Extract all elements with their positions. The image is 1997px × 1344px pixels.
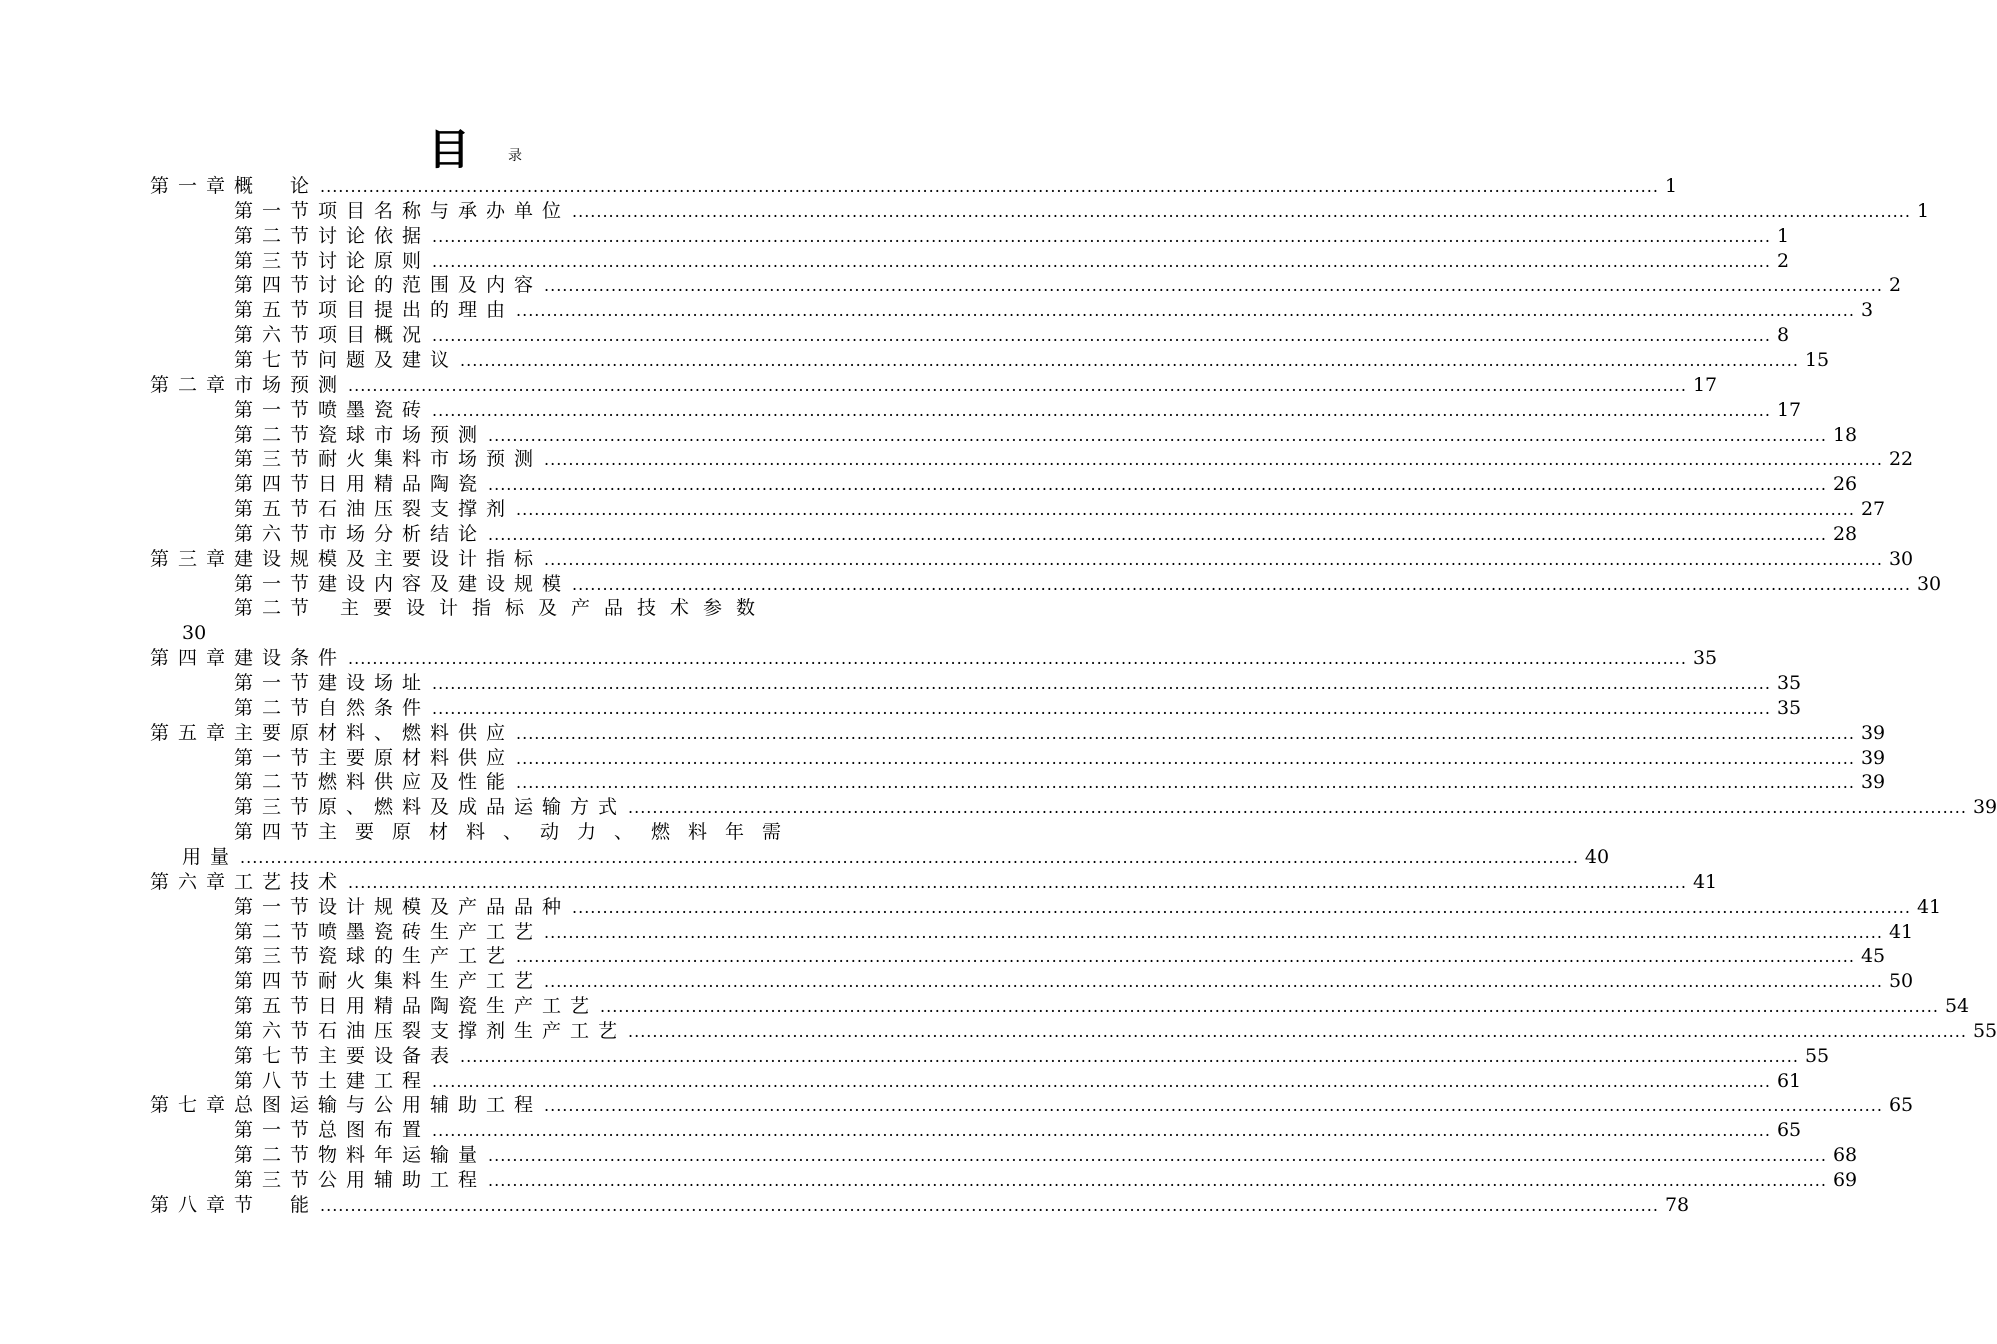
entry-number: 第三节 [234, 796, 319, 819]
toc-section-entry [234, 472, 1858, 497]
leader-dots: ............................................................................................................................................................................................................................ [460, 350, 1799, 370]
entry-number: 第六章 [150, 870, 235, 893]
leader-dots: ............................................................................................................................................................................................................................ [488, 524, 1827, 544]
entry-number: 第二节 [234, 597, 319, 620]
entry-title: 建设条件 [234, 647, 347, 670]
entry-page-number: 2 [1776, 249, 1790, 272]
entry-number: 第三节 [234, 945, 319, 968]
toc-section-entry [234, 273, 1902, 298]
leader-dots: ............................................................................................................................................................................................................................ [516, 947, 1855, 967]
entry-title: 项目概况 [318, 324, 431, 347]
toc-section-entry [234, 497, 1886, 522]
entry-page-number: 26 [1832, 473, 1858, 496]
entry-title: 讨论原则 [318, 249, 431, 272]
entry-number: 第一节 [234, 398, 319, 421]
toc-section-entry [234, 572, 1942, 597]
leader-dots: ............................................................................................................................................................................................................................ [544, 1096, 1883, 1116]
toc-section-entry [234, 348, 1830, 373]
entry-number: 第六节 [234, 522, 319, 545]
entry-page-number: 30 [1888, 547, 1914, 570]
entry-page-number: 61 [1776, 1069, 1802, 1092]
leader-dots: ............................................................................................................................................................................................................................ [320, 1195, 1659, 1215]
entry-title: 公用辅助工程 [318, 1169, 487, 1191]
leader-dots: ............................................................................................................................................................................................................................ [572, 574, 1911, 594]
entry-page-number: 17 [1776, 398, 1802, 421]
entry-title: 主要原材料、燃料供应 [234, 721, 515, 744]
leader-dots: ............................................................................................................................................................................................................................ [460, 1046, 1799, 1066]
entry-number: 第四章 [150, 647, 235, 670]
entry-page-number: 35 [1692, 647, 1718, 670]
leader-dots: ............................................................................................................................................................................................................................ [628, 798, 1967, 818]
entry-number: 第一节 [234, 672, 319, 694]
entry-title: 问题及建议 [318, 348, 459, 371]
entry-title: 主要原材料、动力、燃料年需 [318, 821, 800, 844]
leader-dots: ............................................................................................................................................................................................................................ [516, 773, 1855, 793]
leader-dots: ............................................................................................................................................................................................................................ [488, 475, 1827, 495]
entry-page-number: 3 [1860, 299, 1874, 322]
entry-title: 项目提出的理由 [318, 299, 515, 322]
entry-number: 第三节 [234, 249, 319, 272]
toc-section-entry [234, 1168, 1858, 1193]
entry-number: 第七章 [150, 1094, 235, 1117]
toc-section-entry [234, 1143, 1858, 1168]
entry-number: 第二节 [234, 423, 319, 446]
leader-dots: ............................................................................................................................................................................................................................ [348, 872, 1687, 892]
leader-dots: ............................................................................................................................................................................................................................ [600, 997, 1939, 1017]
toc-section-entry [234, 199, 1930, 224]
toc-title-main: 目 [428, 125, 471, 174]
toc-chapter-entry [150, 373, 1718, 398]
entry-page-number: 65 [1888, 1094, 1914, 1117]
entry-number: 第三章 [150, 547, 235, 570]
toc-section-entry [234, 994, 1970, 1019]
entry-number: 第一章 [150, 175, 235, 197]
toc-section-entry [234, 522, 1858, 547]
toc-title [0, 122, 950, 178]
leader-dots: ............................................................................................................................................................................................................................ [544, 450, 1883, 470]
leader-dots: ............................................................................................................................................................................................................................ [516, 748, 1855, 768]
leader-dots: ............................................................................................................................................................................................................................ [432, 698, 1771, 718]
leader-dots: ............................................................................................................................................................................................................................ [516, 301, 1855, 321]
entry-number: 第三节 [234, 1169, 319, 1191]
entry-page-number: 69 [1832, 1169, 1858, 1191]
toc-section-entry [234, 969, 1914, 994]
entry-title: 耐火集料市场预测 [318, 448, 543, 471]
entry-page-number: 2 [1888, 274, 1902, 297]
entry-title: 瓷球市场预测 [318, 423, 487, 446]
entry-title: 讨论的范围及内容 [318, 274, 543, 297]
toc-chapter-entry [150, 1093, 1914, 1118]
leader-dots: ............................................................................................................................................................................................................................ [544, 972, 1883, 992]
entry-page-number: 41 [1888, 920, 1914, 943]
entry-page-number: 68 [1832, 1144, 1858, 1167]
entry-number: 第五节 [234, 995, 319, 1018]
toc-section-entry [234, 1069, 1802, 1094]
entry-number: 第四节 [234, 473, 319, 496]
entry-page-number: 8 [1776, 324, 1790, 347]
leader-dots: ............................................................................................................................................................................................................................ [432, 1071, 1771, 1091]
entry-title: 主要原材料供应 [318, 746, 515, 769]
leader-dots: ............................................................................................................................................................................................................................ [348, 375, 1687, 395]
entry-page-number: 65 [1776, 1119, 1802, 1142]
leader-dots: ............................................................................................................................................................................................................................ [544, 549, 1883, 569]
entry-title: 概 论 [234, 175, 319, 197]
entry-page-number: 55 [1804, 1044, 1830, 1067]
leader-dots: ............................................................................................................................................................................................................................ [516, 500, 1855, 520]
toc-chapter-entry [150, 174, 1678, 199]
entry-title: 市场预测 [234, 373, 347, 396]
entry-number: 第七节 [234, 348, 319, 371]
leader-dots: ............................................................................................................................................................................................................................ [348, 649, 1687, 669]
entry-title: 石油压裂支撑剂 [318, 498, 515, 521]
toc-section-entry [234, 746, 1886, 771]
entry-title: 项目名称与承办单位 [318, 199, 571, 222]
toc-section-entry [234, 298, 1874, 323]
entry-number: 第三节 [234, 448, 319, 471]
entry-page-number: 17 [1692, 373, 1718, 396]
leader-dots: ............................................................................................................................................................................................................................ [432, 674, 1771, 693]
leader-dots: ............................................................................................................................................................................................................................ [572, 201, 1911, 221]
entry-number: 第八章 [150, 1193, 235, 1216]
toc-section-entry [234, 596, 792, 621]
entry-title: 耐火集料生产工艺 [318, 970, 543, 993]
toc-section-entry [234, 1118, 1802, 1143]
entry-title: 主要设计指标及产品技术参数 [340, 597, 770, 620]
entry-page-number: 1 [1776, 224, 1790, 247]
entry-page-number: 1 [1916, 199, 1930, 222]
entry-page-number: 41 [1692, 870, 1718, 893]
entry-number: 第七节 [234, 1044, 319, 1067]
entry-title: 原、燃料及成品运输方式 [318, 796, 627, 819]
leader-dots: ............................................................................................................................................................................................................................ [432, 400, 1771, 420]
toc-section-entry-continued [182, 845, 1610, 870]
entry-title: 日用精品陶瓷 [318, 473, 487, 496]
entry-number: 第二节 [234, 1144, 319, 1167]
entry-number: 第四节 [234, 821, 319, 844]
toc-section-entry [234, 224, 1790, 249]
toc-section-entry [234, 795, 1997, 820]
leader-dots: ............................................................................................................................................................................................................................ [516, 723, 1855, 743]
toc-section-entry [234, 820, 800, 845]
entry-number: 第五节 [234, 498, 319, 521]
entry-title: 土建工程 [318, 1069, 431, 1092]
toc-title-secondary: 录 [508, 148, 522, 164]
leader-dots: ............................................................................................................................................................................................................................ [488, 1171, 1827, 1190]
toc-section-entry [234, 398, 1802, 423]
entry-page-number: 39 [1972, 796, 1997, 819]
entry-page-number: 50 [1888, 970, 1914, 993]
toc-chapter-entry [150, 721, 1886, 746]
entry-page-number: 22 [1888, 448, 1914, 471]
entry-page-number: 39 [1860, 746, 1886, 769]
entry-page-number: 15 [1804, 348, 1830, 371]
entry-page-number: 54 [1944, 995, 1970, 1018]
entry-title: 自然条件 [318, 696, 431, 719]
entry-page-number: 39 [1860, 721, 1886, 744]
entry-number: 第二节 [234, 224, 319, 247]
entry-page-number: 28 [1832, 522, 1858, 545]
entry-number: 第二节 [234, 696, 319, 719]
entry-number: 第六节 [234, 1019, 319, 1042]
toc-section-entry [234, 323, 1790, 348]
leader-dots: ............................................................................................................................................................................................................................ [432, 226, 1771, 246]
toc-section-entry [234, 671, 1802, 696]
entry-title: 节 能 [234, 1193, 319, 1216]
toc-section-entry [234, 944, 1886, 969]
leader-dots: ............................................................................................................................................................................................................................ [432, 1121, 1771, 1141]
entry-number: 第五节 [234, 299, 319, 322]
entry-title: 日用精品陶瓷生产工艺 [318, 995, 599, 1018]
leader-dots: ............................................................................................................................................................................................................................ [488, 425, 1827, 445]
entry-page-number: 40 [1584, 845, 1610, 868]
entry-page-number: 35 [1776, 672, 1802, 694]
entry-page-number: 27 [1860, 498, 1886, 521]
entry-page-number: 30 [1916, 572, 1942, 595]
entry-page-number: 55 [1972, 1019, 1997, 1042]
entry-number: 第一节 [234, 1119, 319, 1142]
entry-title: 总图布置 [318, 1119, 431, 1142]
entry-page-number: 30 [182, 622, 207, 645]
leader-dots: ............................................................................................................................................................................................................................ [544, 276, 1883, 296]
toc-chapter-entry [150, 646, 1718, 671]
entry-title: 喷墨瓷砖 [318, 398, 431, 421]
entry-page-number: 78 [1664, 1193, 1690, 1216]
leader-dots: ............................................................................................................................................................................................................................ [432, 326, 1771, 346]
entry-title: 总图运输与公用辅助工程 [234, 1094, 543, 1117]
toc-chapter-entry [150, 870, 1718, 895]
leader-dots: ............................................................................................................................................................................................................................ [240, 847, 1579, 867]
entry-title: 设计规模及产品品种 [318, 895, 571, 918]
entry-title: 建设内容及建设规模 [318, 572, 571, 595]
entry-page-number: 41 [1916, 895, 1942, 918]
entry-number: 第四节 [234, 970, 319, 993]
entry-number: 第四节 [234, 274, 319, 297]
entry-title: 物料年运输量 [318, 1144, 487, 1167]
leader-dots: ............................................................................................................................................................................................................................ [488, 1146, 1827, 1166]
leader-dots: ............................................................................................................................................................................................................................ [628, 1021, 1967, 1041]
entry-page-number: 39 [1860, 771, 1886, 794]
entry-number: 第二节 [234, 920, 319, 943]
entry-title: 讨论依据 [318, 224, 431, 247]
entry-title: 主要设备表 [318, 1044, 459, 1067]
entry-page-number: 45 [1860, 945, 1886, 968]
toc-section-entry [234, 696, 1802, 721]
entry-number: 第二章 [150, 373, 235, 396]
toc-section-entry [234, 1019, 1997, 1044]
entry-title: 瓷球的生产工艺 [318, 945, 515, 968]
entry-title: 市场分析结论 [318, 522, 487, 545]
entry-page-number: 18 [1832, 423, 1858, 446]
toc-section-entry [234, 423, 1858, 448]
entry-title: 喷墨瓷砖生产工艺 [318, 920, 543, 943]
toc-section-entry [234, 1044, 1830, 1069]
toc-section-entry [234, 895, 1942, 920]
leader-dots: ............................................................................................................................................................................................................................ [320, 177, 1659, 196]
toc-section-entry [234, 770, 1886, 795]
toc-chapter-entry [150, 1193, 1690, 1218]
entry-number: 第二节 [234, 771, 319, 794]
entry-title-continued: 用量 [182, 845, 239, 868]
entry-title: 建设规模及主要设计指标 [234, 547, 543, 570]
entry-title: 石油压裂支撑剂生产工艺 [318, 1019, 627, 1042]
toc-chapter-entry [150, 547, 1914, 572]
toc-section-entry [234, 249, 1790, 274]
leader-dots: ............................................................................................................................................................................................................................ [544, 922, 1883, 942]
leader-dots: ............................................................................................................................................................................................................................ [572, 897, 1911, 917]
leader-dots: ............................................................................................................................................................................................................................ [432, 251, 1771, 271]
entry-title: 工艺技术 [234, 870, 347, 893]
entry-number: 第一节 [234, 572, 319, 595]
entry-number: 第一节 [234, 199, 319, 222]
entry-number: 第八节 [234, 1069, 319, 1092]
toc-section-entry [234, 920, 1914, 945]
entry-number: 第一节 [234, 746, 319, 769]
entry-title: 建设场址 [318, 672, 431, 694]
toc-section-entry [234, 447, 1914, 472]
entry-number: 第一节 [234, 895, 319, 918]
entry-page-number: 1 [1664, 175, 1678, 197]
entry-page-number: 35 [1776, 696, 1802, 719]
entry-number: 第五章 [150, 721, 235, 744]
entry-title: 燃料供应及性能 [318, 771, 515, 794]
entry-number: 第六节 [234, 324, 319, 347]
